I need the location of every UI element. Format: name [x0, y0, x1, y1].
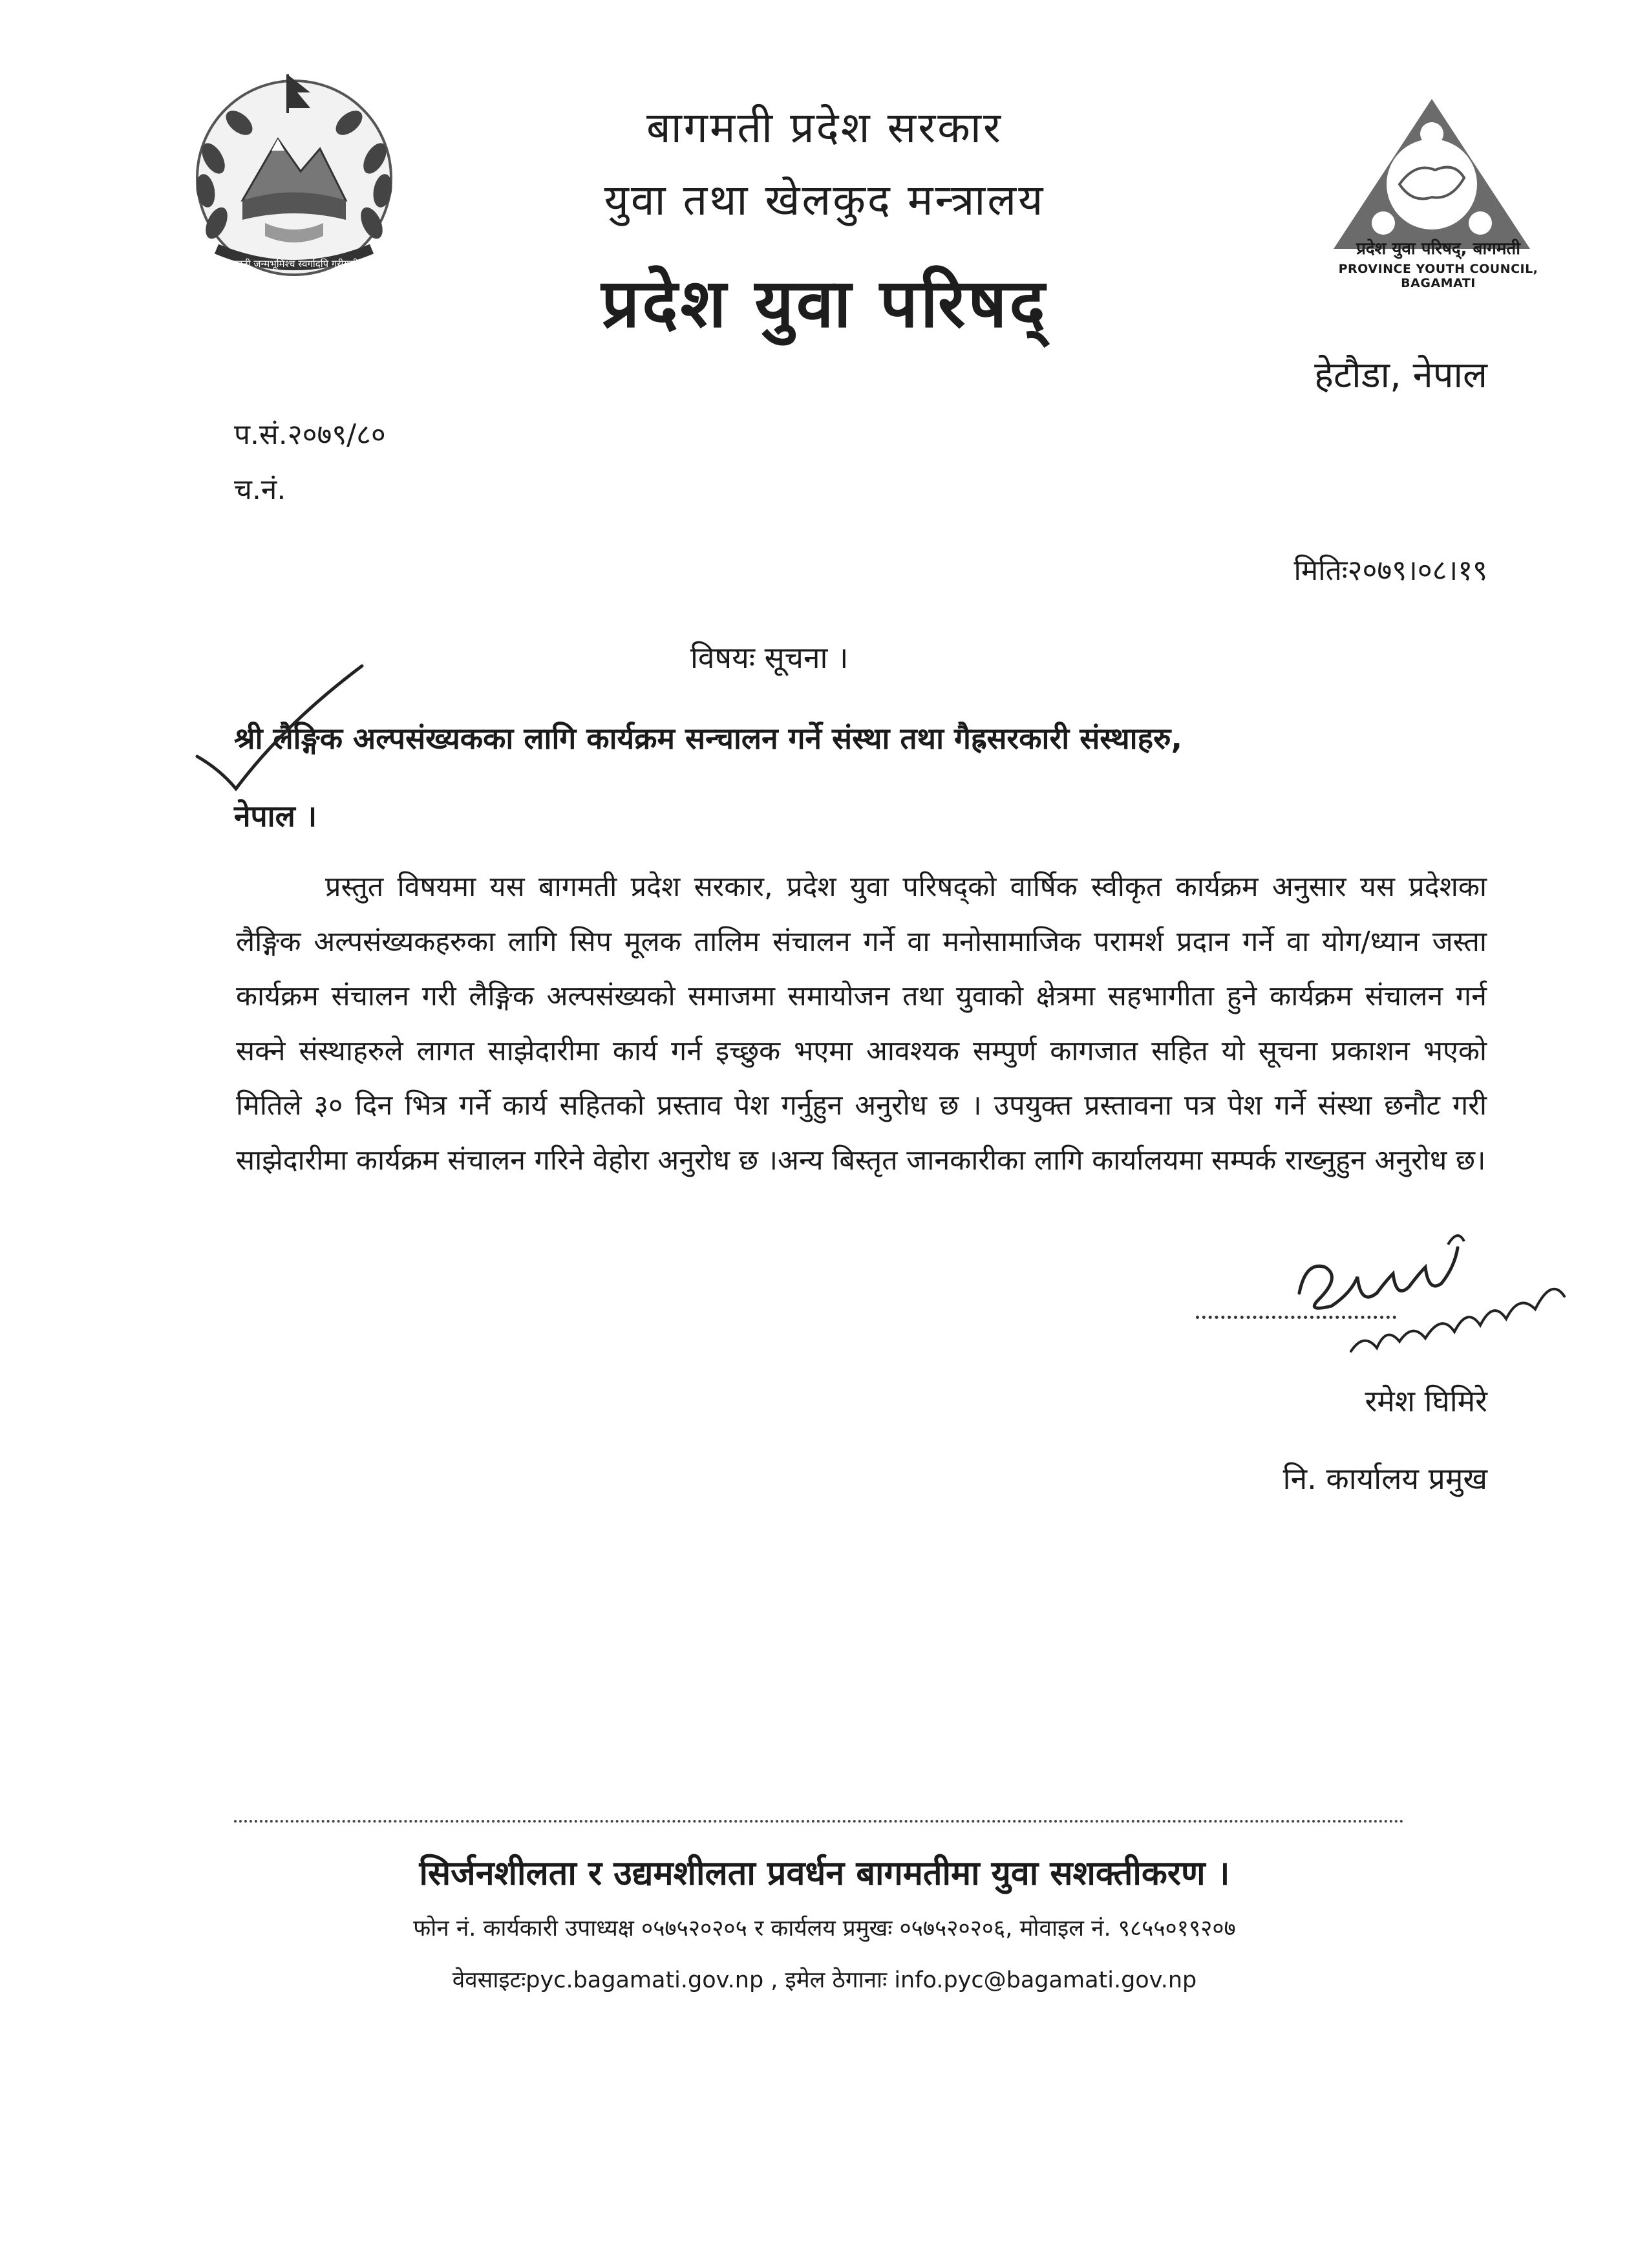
footer-contact: फोन नं. कार्यकारी उपाध्यक्ष ०५७५२०२०५ र कार्यलय प्रमुखः ०५७५२०२०६, मोवाइल नं. ९८५५०१९२०७: [413, 1916, 1236, 1942]
checkmark-icon: [187, 659, 375, 802]
footer-slogan: सिर्जनशीलता र उद्यमशीलता प्रवर्धन बागमतीमा युवा सशक्तीकरण ।: [419, 1854, 1230, 1893]
notice-body: प्रस्तुत विषयमा यस बागमती प्रदेश सरकार, प्रदेश युवा परिषद्को वार्षिक स्वीकृत कार्यक्रम अनुसार यस प्रदेशका लैङ्गिक अल्पसंख्यकहरुका लागि सिप मूलक तालिम संचालन गर्ने वा मनोसामाजिक परामर्श प्रदान गर्ने वा योग/ध्यान जस्ता कार्यक्रम संचालन गरी लैङ्गिक अल्पसंख्यको समाजमा समायोजन तथा युवाको क्षेत्रमा सहभागीता हुने कार्यक्रम संचालन गर्न सक्ने संस्थाहरुले लागत साझेदारीमा कार्य गर्न इच्छुक भएमा आवश्यक सम्पुर्ण कागजात सहित यो सूचना प्रकाशन भएको मितिले ३० दिन भित्र गर्ने कार्य सहितको प्रस्ताव पेश गर्नुहुन अनुरोध छ । उपयुक्त प्रस्तावना पत्र पेश गर्ने संस्था छनौट गरी साझेदारीमा कार्यक्रम संचालन गरिने वेहोरा अनुरोध छ ।अन्य बिस्तृत जानकारीका लागि कार्यालयमा सम्पर्क राख्नुहुन अनुरोध छ।: [236, 871, 1487, 1177]
addressee-country: नेपाल ।: [234, 798, 317, 833]
letter-subject: विषयः सूचना ।: [690, 640, 849, 675]
council-name-english: PROVINCE YOUTH COUNCIL, BAGAMATI: [1338, 262, 1538, 290]
council-name-nepali: प्रदेश युवा परिषद्, बागमती: [1356, 239, 1520, 259]
dispatch-number: च.नं.: [234, 473, 286, 506]
emblem-motto: जननी जन्मभूमिश्च स्वर्गादपि गरीयसी: [229, 258, 359, 270]
signature-line: [1196, 1316, 1396, 1319]
handwritten-signature-icon: [1280, 1215, 1577, 1390]
header-ministry: युवा तथा खेलकुद मन्त्रालय: [604, 175, 1045, 225]
letter-reference-number: प.सं.२०७९/८०: [234, 418, 386, 451]
header-youth-council: प्रदेश युवा परिषद्: [601, 264, 1048, 343]
addressee-line: श्री लैङ्गिक अल्पसंख्यकका लागि कार्यक्रम सन्चालन गर्ने संस्था तथा गैह्रसरकारी संस्थाहरु,: [234, 721, 1183, 756]
signatory-title: नि. कार्यालय प्रमुख: [1282, 1461, 1487, 1496]
footer-divider: [234, 1820, 1404, 1823]
letter-date: मितिः२०७९।०८।१९: [1293, 554, 1487, 587]
footer-web-email: वेवसाइटःpyc.bagamati.gov.np , इमेल ठेगानाः info.pyc@bagamati.gov.np: [452, 1967, 1197, 1993]
office-location: हेटौडा, नेपाल: [1314, 354, 1487, 396]
signatory-name: रमेश घिमिरे: [1365, 1384, 1487, 1418]
header-province-government: बागमती प्रदेश सरकार: [646, 103, 1003, 153]
